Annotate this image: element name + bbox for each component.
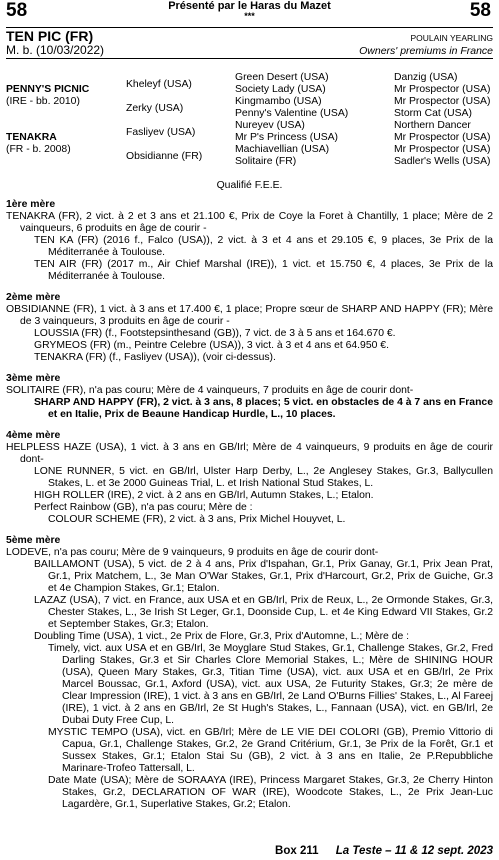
dam-entry: OBSIDIANNE (FR), 1 vict. à 3 ans et 17.400 €, 1 place; Propre sœur de SHARP AND HAPPY (FR); Mère de 3 vainqueurs, 3 produits en âge de courir - — [6, 304, 493, 327]
horse-name: TEN PIC (FR) — [6, 28, 94, 44]
pedigree-g4: Mr Prospector (USA) — [394, 96, 491, 107]
pedigree-g3: Green Desert (USA) — [235, 72, 329, 83]
pedigree-g3: Kingmambo (USA) — [235, 96, 322, 107]
pedigree-g3: Mr P's Princess (USA) — [235, 132, 339, 143]
pedigree-g4: Mr Prospector (USA) — [394, 84, 491, 95]
pedigree-dam-info: (FR - b. 2008) — [6, 144, 71, 155]
birth-info: M. b. (10/03/2022) — [6, 43, 105, 57]
produce-entry: TEN AIR (FR) (2017 m., Air Chief Marshal (IRE)), 1 vict. et 15.750 €, 4 places, 3e Prix de la Méditerranée à Toulouse. — [34, 259, 493, 282]
pedigree-g4: Danzig (USA) — [394, 72, 458, 83]
section-first-dam — [6, 199, 493, 283]
owners-premiums: Owners' premiums in France — [359, 45, 493, 57]
produce-entry: GRYMEOS (FR) (m., Peintre Celebre (USA)), 3 vict. à 3 et 4 ans et 64.950 €. — [34, 340, 389, 351]
produce-record — [6, 190, 493, 811]
produce-entry: LAZAZ (USA), 7 vict. en France, aux USA et en GB/Irl, Prix de Reux, L., 2e Ormonde Stakes, Gr.3, Chester Stakes, L., 3e Irish St Leger, Gr.1, Doonside Cup, L. et 4e King Edward VII Stakes, Gr.2 et September Stakes, Gr.3; Etalon. — [34, 595, 493, 630]
divider — [6, 58, 493, 59]
presenter: Présenté par le Haras du Mazet — [168, 0, 331, 12]
pedigree-g4: Sadler's Wells (USA) — [394, 156, 491, 167]
pedigree-sire-info: (IRE - bb. 2010) — [6, 96, 80, 107]
dam-entry: TENAKRA (FR), 2 vict. à 2 et 3 ans et 21.100 €, Prix de Coye la Foret à Chantilly, 1 place; Mère de 2 vainqueurs, 6 produits en âge de courir - — [6, 211, 493, 234]
lot-number-left: 58 — [6, 0, 28, 21]
produce-entry: Doubling Time (USA), 1 vict., 2e Prix de Flore, Gr.3, Prix d'Automne, L.; Mère de : — [34, 631, 410, 642]
section-title: 1ère mère — [6, 199, 56, 210]
produce-entry: TEN KA (FR) (2016 f., Falco (USA)), 2 vict. à 3 et 4 ans et 29.105 €, 9 places, 3e Prix de la Méditerranée à Toulouse. — [34, 235, 493, 258]
box-number: Box 211 — [275, 845, 319, 857]
stars: *** — [244, 11, 255, 21]
pedigree-g2: Obsidianne (FR) — [126, 151, 203, 162]
pedigree-g3: Penny's Valentine (USA) — [235, 108, 349, 119]
produce-entry: Perfect Rainbow (GB), n'a pas couru; Mère de : — [34, 502, 253, 513]
dam-entry: SOLITAIRE (FR), n'a pas couru; Mère de 4 vainqueurs, 7 produits en âge de courir dont- — [6, 385, 414, 396]
section-title: 4ème mère — [6, 430, 61, 441]
pedigree-g3: Machiavellian (USA) — [235, 144, 330, 155]
produce-entry: LONE RUNNER, 5 vict. en GB/Irl, Ulster Harp Derby, L., 2e Anglesey Stakes, Gr.3, Ballycullen Stakes, L. et 3e 2000 Guineas Trial, L. et Irish National Stud Stakes, L. — [34, 466, 493, 489]
pedigree-g4: Mr Prospector (USA) — [394, 144, 491, 155]
pedigree-g3: Society Lady (USA) — [235, 84, 326, 95]
pedigree-g4: Storm Cat (USA) — [394, 108, 472, 119]
produce-entry: BAILLAMONT (USA), 5 vict. de 2 à 4 ans, Prix d'Ispahan, Gr.1, Prix Ganay, Gr.1, Prix Jean Prat, Gr.1, Prix Matchem, L., 3e Man O'War Stakes, Gr.1, Prix d'Harcourt, Gr.2, Prix de Guiche, Gr.3 et 4e Champion Stakes, Gr.1; Etalon. — [34, 559, 493, 594]
produce-entry: MYSTIC TEMPO (USA), vict. en GB/Irl; Mère de LE VIE DEI COLORI (GB), Premio Vittorio di Capua, Gr.1, Challenge Stakes, Gr.2, 2e Grand Critérium, Gr.1, 3e Prix de la Forêt, Gr.1 et Sussex Stakes, Gr.1; Etalon Stai Su (GB), 2 vict. à 3 ans en Italie, 2e P.Repubbliche Marinare-Trofeo Tattersall, L. — [48, 727, 493, 774]
produce-entry: Timely, vict. aux USA et en GB/Irl, 3e Moyglare Stud Stakes, Gr.1, Challenge Stakes, Gr.2, Fred Darling Stakes, Gr.3 et Sir Charles Clore Memorial Stakes, L.; Mère de SHINING HOUR (USA), Queen Mary Stakes, Gr.3, Titian Time (USA), vict. aux USA et en GB/Irl, 2e Prix Marcel Boussac, Gr.1, Axford (USA), vict. aux USA, 2e Futurity Stakes, Gr.3; 2e mère de Clear Impression (IRE), 1 vict. à 3 ans en GB/Irl, 2e Land O'Burns Fillies' Stakes, L., Al Fareej (IRE), 1 vict. à 2 ans en GB/Irl, 2e St Hugh's Stakes, L., Fannaan (USA), vict. en GB/Irl, 2e Dubai Duty Free Cup, L. — [48, 643, 493, 726]
produce-entry: SHARP AND HAPPY (FR), 2 vict. à 3 ans, 8 places; 5 vict. en obstacles de 4 à 7 ans en France et en Italie, Prix de Beaune Handicap Hurdle, L., 10 places. — [34, 397, 493, 420]
produce-entry: HIGH ROLLER (IRE), 2 vict. à 2 ans en GB/Irl, Autumn Stakes, L.; Etalon. — [34, 490, 374, 501]
produce-entry: Date Mate (USA); Mère de SORAAYA (IRE), Princess Margaret Stakes, Gr.3, 2e Cherry Hinton Stakes, Gr.2, DECLARATION OF WAR (IRE), Woodcote Stakes, L., 2e Prix Jean-Luc Lagardère, Gr.1, Superlative Stakes, Gr.2; Etalon. — [48, 775, 493, 810]
pedigree-g4: Mr Prospector (USA) — [394, 132, 491, 143]
section-fourth-dam — [6, 430, 493, 526]
produce-entry: LOUSSIA (FR) (f., Footstepsinthesand (GB)), 7 vict. de 3 à 5 ans et 164.670 €. — [34, 328, 396, 339]
sale-name: La Teste – 11 & 12 sept. 2023 — [335, 845, 493, 857]
produce-entry: TENAKRA (FR) (f., Fasliyev (USA)), (voir ci-dessus). — [34, 352, 276, 363]
pedigree-g3: Nureyev (USA) — [235, 120, 305, 131]
footer — [261, 845, 493, 858]
pedigree-dam: TENAKRA — [6, 132, 57, 143]
dam-entry: HELPLESS HAZE (USA), 1 vict. à 3 ans en GB/Irl; Mère de 4 vainqueurs, 9 produits en âge de courir dont- — [6, 442, 493, 465]
dam-entry: LODEVE, n'a pas couru; Mère de 9 vainqueurs, 9 produits en âge de courir dont- — [6, 547, 379, 558]
section-title: 5ème mère — [6, 535, 61, 546]
pedigree-g4: Northern Dancer — [394, 120, 471, 131]
section-title: 2ème mère — [6, 292, 61, 303]
pedigree-g2: Fasliyev (USA) — [126, 127, 196, 138]
pedigree-g3: Solitaire (FR) — [235, 156, 297, 167]
section-second-dam — [6, 292, 493, 364]
pedigree-sire: PENNY'S PICNIC — [6, 84, 90, 95]
qualification: Qualifié F.E.E. — [216, 180, 283, 191]
section-third-dam — [6, 373, 493, 421]
sex-type: POULAIN YEARLING — [410, 33, 493, 43]
section-fifth-dam — [6, 535, 493, 811]
produce-entry: COLOUR SCHEME (FR), 2 vict. à 3 ans, Prix Michel Houyvet, L. — [48, 514, 346, 525]
section-title: 3ème mère — [6, 373, 61, 384]
pedigree-g2: Kheleyf (USA) — [126, 79, 192, 90]
lot-number-right: 58 — [469, 0, 491, 21]
pedigree-g2: Zerky (USA) — [126, 103, 184, 114]
